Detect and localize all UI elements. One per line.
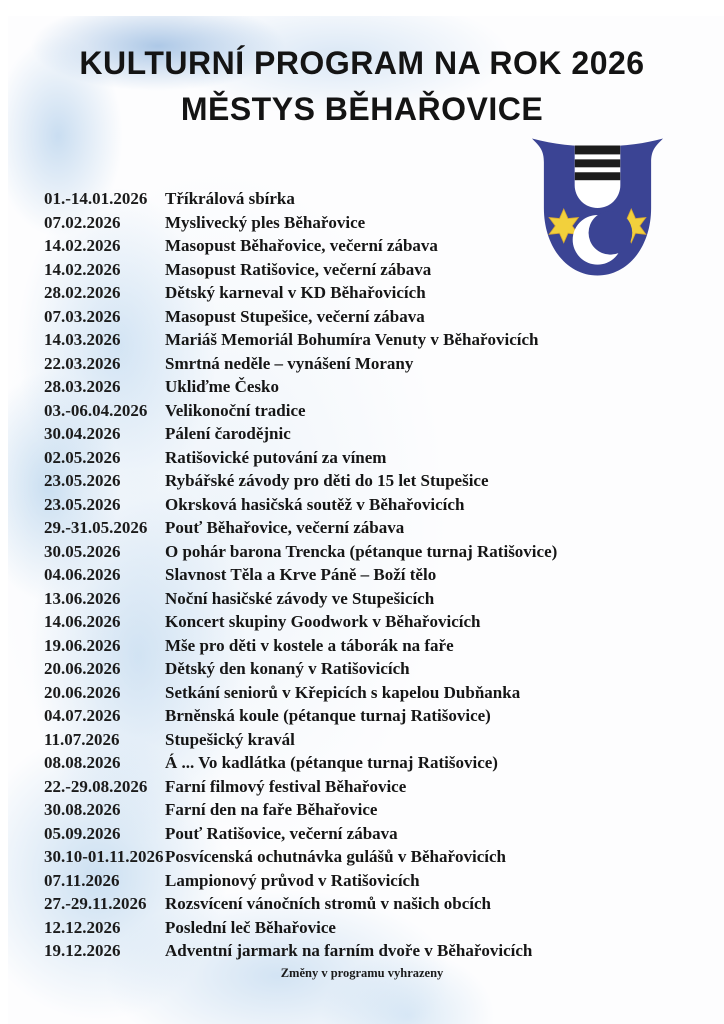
event-date: 19.06.2026 (44, 635, 121, 655)
event-row (44, 446, 694, 470)
event-title: Posvícenská ochutnávka gulášů v Běhařovicích (165, 847, 506, 866)
event-row (44, 610, 694, 634)
event-date: 02.05.2026 (44, 447, 121, 467)
event-date: 05.09.2026 (44, 823, 121, 843)
event-row (44, 399, 694, 423)
event-row (44, 563, 694, 587)
event-row (44, 681, 694, 705)
event-title: Okrsková hasičská soutěž v Běhařovicích (165, 494, 465, 514)
event-date: 12.12.2026 (44, 917, 121, 937)
document-title-line2: MĚSTYS BĚHAŘOVICE (180, 91, 544, 127)
event-title: Adventní jarmark na farním dvoře v Běhařovicích (165, 941, 533, 960)
event-title: Á ... Vo kadlátka (pétanque turnaj Ratišovice) (165, 753, 498, 772)
event-title: Farní filmový festival Běhařovice (165, 776, 407, 796)
event-date: 20.06.2026 (44, 682, 121, 702)
event-title: Masopust Ratišovice, večerní zábava (165, 259, 432, 279)
event-date: 07.11.2026 (44, 870, 120, 890)
event-title: O pohár barona Trencka (pétanque turnaj Ratišovice) (165, 541, 558, 561)
event-title: Ratišovické putování za vínem (165, 447, 387, 467)
event-row (44, 587, 694, 611)
event-row (44, 234, 694, 258)
event-date: 30.05.2026 (44, 541, 121, 561)
event-title: Pouť Ratišovice, večerní zábava (165, 823, 398, 843)
event-date: 30.08.2026 (44, 800, 121, 819)
event-row (44, 328, 694, 352)
event-date: 14.02.2026 (44, 236, 121, 255)
event-date: 03.-06.04.2026 (44, 400, 148, 420)
event-row (44, 657, 694, 681)
event-date: 04.07.2026 (44, 706, 121, 725)
event-row (44, 704, 694, 728)
event-row (44, 305, 694, 329)
event-date: 04.06.2026 (44, 565, 121, 584)
event-date: 08.08.2026 (44, 753, 121, 772)
event-row (44, 516, 694, 540)
event-row (44, 422, 694, 446)
event-date: 20.06.2026 (44, 659, 121, 678)
event-row (44, 634, 694, 658)
event-title: Mše pro děti v kostele a táborák na faře (165, 635, 454, 655)
event-date: 01.-14.01.2026 (44, 189, 148, 208)
event-row (44, 822, 694, 846)
event-date: 29.-31.05.2026 (44, 518, 148, 537)
footer-note: Změny v programu vyhrazeny (280, 966, 444, 980)
event-date: 28.03.2026 (44, 377, 121, 396)
event-row (44, 916, 694, 940)
event-title: Poslední leč Běhařovice (165, 917, 336, 937)
event-title: Stupešický kravál (165, 729, 295, 749)
events-list (44, 187, 694, 963)
event-date: 22.-29.08.2026 (44, 776, 148, 796)
event-title: Rozsvícení vánočních stromů v našich obcích (165, 894, 492, 913)
event-title: Smrtná neděle – vynášení Morany (165, 353, 414, 373)
event-title: Velikonoční tradice (165, 400, 306, 420)
event-row (44, 728, 694, 752)
event-title: Dětský karneval v KD Běhařovicích (165, 283, 426, 302)
event-title: Mariáš Memoriál Bohumíra Venuty v Běhařovicích (165, 330, 539, 349)
shield-bar-2 (572, 159, 624, 167)
event-row (44, 375, 694, 399)
event-date: 14.03.2026 (44, 330, 121, 349)
event-title: Lampionový průvod v Ratišovicích (165, 870, 420, 890)
event-row (44, 939, 694, 963)
event-title: Farní den na faře Běhařovice (165, 800, 378, 819)
event-row (44, 798, 694, 822)
event-date: 30.10-01.11.2026 (44, 847, 164, 866)
event-date: 22.03.2026 (44, 353, 121, 373)
event-row (44, 869, 694, 893)
event-date: 14.02.2026 (44, 259, 121, 279)
event-row (44, 751, 694, 775)
event-row (44, 211, 694, 235)
event-title: Masopust Stupešice, večerní zábava (165, 306, 425, 326)
event-row (44, 775, 694, 799)
event-row (44, 540, 694, 564)
event-date: 11.07.2026 (44, 729, 120, 749)
event-row (44, 493, 694, 517)
event-row (44, 892, 694, 916)
event-row (44, 469, 694, 493)
event-title: Brněnská koule (pétanque turnaj Ratišovice) (165, 706, 491, 725)
event-row (44, 352, 694, 376)
event-title: Dětský den konaný v Ratišovicích (165, 659, 410, 678)
event-title: Tříkrálová sbírka (165, 189, 295, 208)
event-date: 23.05.2026 (44, 471, 121, 490)
event-date: 28.02.2026 (44, 283, 121, 302)
document-title-line1: KULTURNÍ PROGRAM NA ROK 2026 (79, 45, 645, 81)
event-date: 07.03.2026 (44, 306, 121, 326)
event-date: 30.04.2026 (44, 424, 121, 443)
event-title: Myslivecký ples Běhařovice (165, 212, 366, 232)
event-date: 14.06.2026 (44, 612, 121, 631)
event-row (44, 845, 694, 869)
event-title: Slavnost Těla a Krve Páně – Boží tělo (165, 565, 437, 584)
event-title: Pálení čarodějnic (165, 424, 291, 443)
shield-bar-3 (572, 172, 624, 180)
event-title: Masopust Běhařovice, večerní zábava (165, 236, 438, 255)
event-date: 13.06.2026 (44, 588, 121, 608)
event-title: Setkání seniorů v Křepicích s kapelou Dubňanka (165, 682, 521, 702)
event-date: 19.12.2026 (44, 941, 121, 960)
event-title: Rybářské závody pro děti do 15 let Stupešice (165, 471, 489, 490)
event-date: 23.05.2026 (44, 494, 121, 514)
event-row (44, 187, 694, 211)
event-title: Koncert skupiny Goodwork v Běhařovicích (165, 612, 481, 631)
shield-bar-1 (572, 145, 624, 154)
event-title: Ukliďme Česko (165, 377, 279, 396)
event-row (44, 281, 694, 305)
event-row (44, 258, 694, 282)
event-title: Noční hasičské závody ve Stupešicích (165, 588, 435, 608)
event-title: Pouť Běhařovice, večerní zábava (165, 518, 405, 537)
event-date: 07.02.2026 (44, 212, 121, 232)
event-date: 27.-29.11.2026 (44, 894, 147, 913)
